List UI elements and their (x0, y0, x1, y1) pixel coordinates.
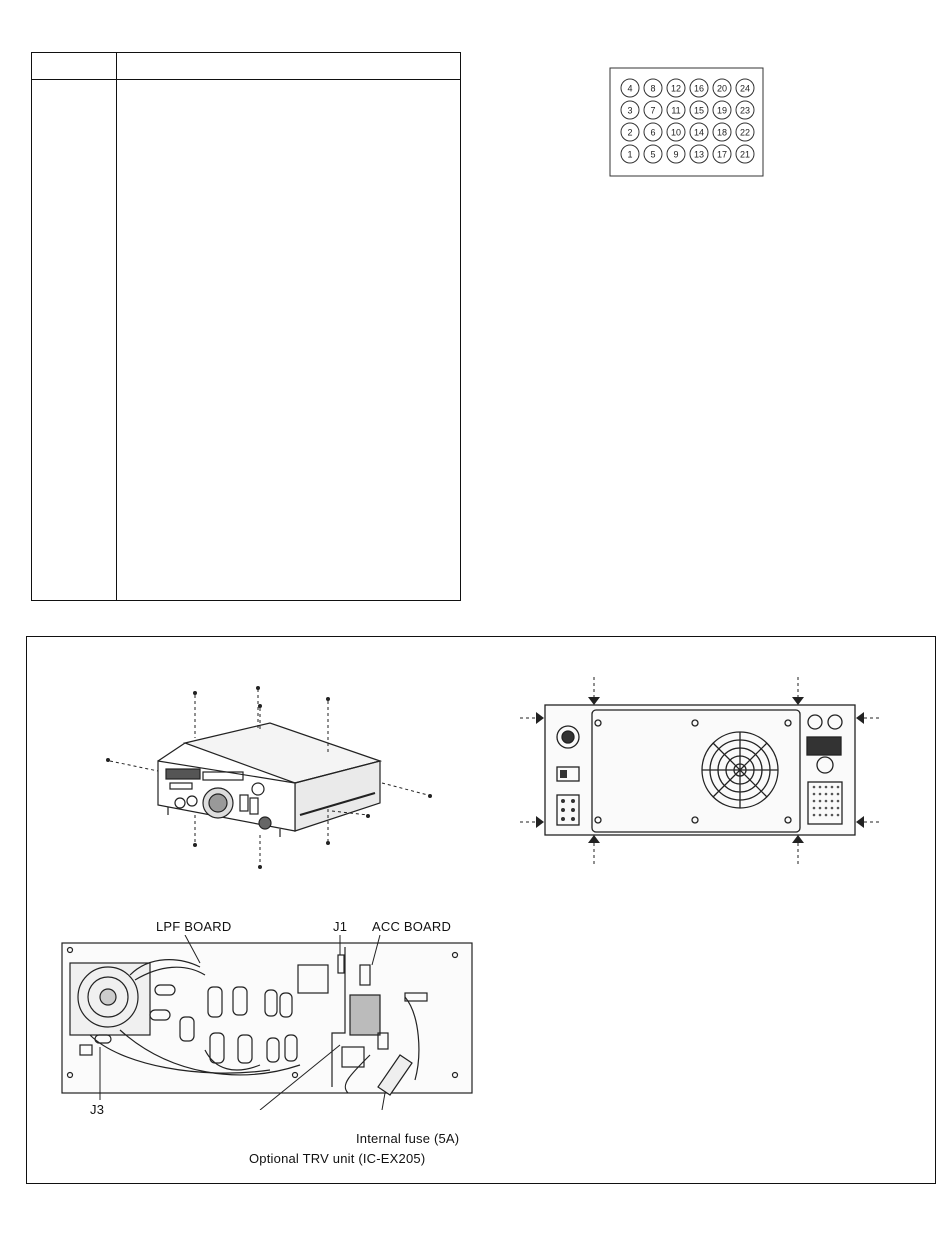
connector-pin-number: 3 (627, 105, 633, 116)
connector-pin-number: 9 (673, 149, 679, 160)
j1-label: J1 (333, 919, 348, 934)
accessory-connector-diagram (608, 66, 765, 178)
connector-pin-number: 8 (650, 83, 656, 94)
connector-pin-number: 21 (739, 149, 751, 160)
connector-pin-number: 23 (739, 105, 751, 116)
connector-pin-number: 10 (670, 127, 682, 138)
connector-pin-number: 6 (650, 127, 656, 138)
connector-pin-number: 13 (693, 149, 705, 160)
table-header-row (32, 53, 460, 80)
connector-pin-number: 12 (670, 83, 682, 94)
connector-pin-number: 22 (739, 127, 751, 138)
connector-pin-number: 11 (671, 105, 681, 116)
lpf-board-label: LPF BOARD (156, 919, 232, 934)
connector-pin-number: 20 (716, 83, 728, 94)
connector-pin-number: 15 (693, 105, 705, 116)
connector-pin-number: 4 (627, 83, 633, 94)
connector-pin-number: 7 (650, 105, 656, 116)
connector-pin-number: 24 (739, 83, 751, 94)
j3-label: J3 (90, 1102, 105, 1117)
connector-pin-number: 16 (693, 83, 705, 94)
connector-pin-number: 19 (716, 105, 728, 116)
acc-board-label: ACC BOARD (372, 919, 452, 934)
internal-fuse-label: Internal fuse (5A) (356, 1131, 460, 1146)
optional-trv-unit-label: Optional TRV unit (IC-EX205) (249, 1151, 426, 1166)
connector-pin-number: 5 (650, 149, 656, 160)
rear-panel-illustration (520, 665, 880, 870)
pin-function-table (31, 52, 461, 601)
table-column-divider (116, 53, 117, 600)
connector-pin-number: 14 (693, 127, 705, 138)
transceiver-cover-removal-illustration (100, 683, 440, 873)
connector-pin-number: 17 (716, 149, 728, 160)
connector-pin-number: 2 (627, 127, 633, 138)
connector-pin-number: 1 (627, 149, 633, 160)
connector-pin-number: 18 (716, 127, 728, 138)
lpf-acc-board-illustration (60, 935, 475, 1110)
